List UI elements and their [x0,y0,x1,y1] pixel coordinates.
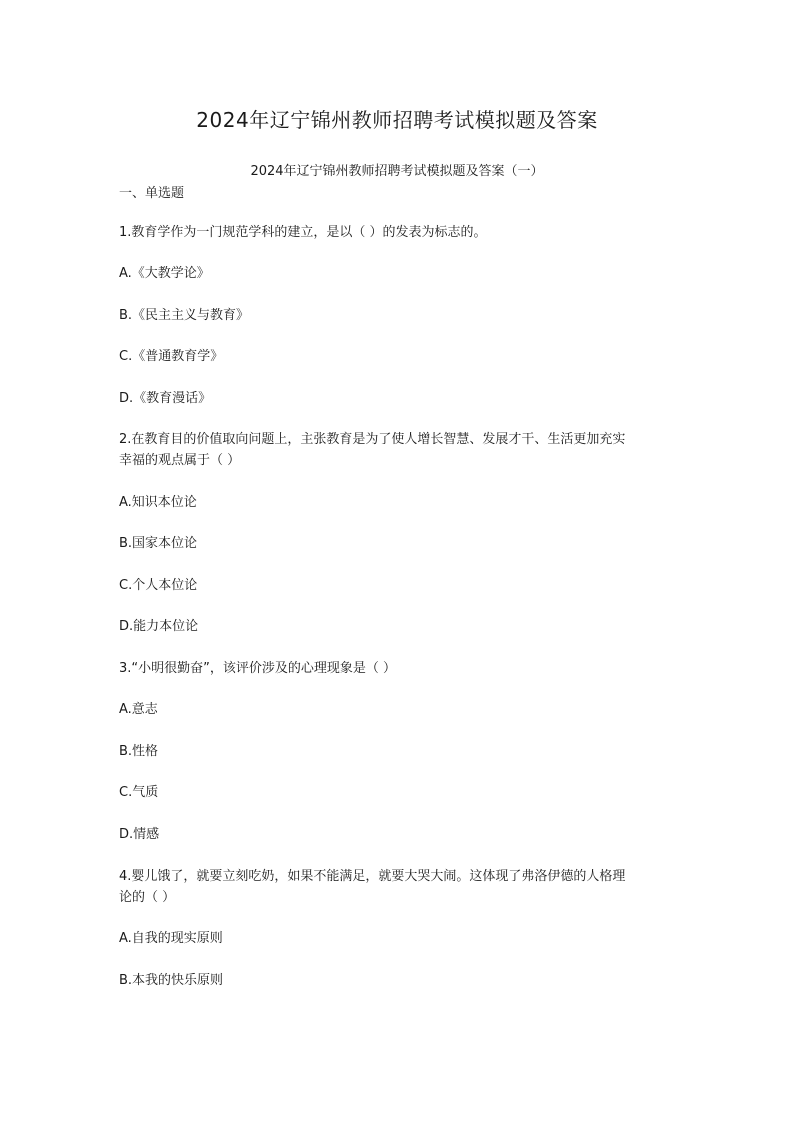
answer-option: C.个人本位论 [119,578,198,593]
document-subtitle: 2024年辽宁锦州教师招聘考试模拟题及答案（一） [250,164,544,179]
answer-option: B.国家本位论 [119,536,198,551]
answer-option: A.知识本位论 [119,495,197,510]
answer-option: A.自我的现实原则 [119,931,223,946]
answer-option: C.《普通教育学》 [119,349,224,364]
answer-option: A.意志 [119,702,158,717]
page-title: 2024年辽宁锦州教师招聘考试模拟题及答案 [196,108,598,132]
answer-option: D.能力本位论 [119,619,199,634]
answer-option: A.《大教学论》 [119,266,210,281]
answer-option: D.情感 [119,827,160,842]
question-stem: 1.教育学作为一门规范学科的建立，是以（ ）的发表为标志的。 [119,225,487,240]
answer-option: B.《民主主义与教育》 [119,308,250,323]
answer-option: B.本我的快乐原则 [119,973,224,988]
question-stem: 2.在教育目的价值取向问题上，主张教育是为了使人增长智慧、发展才干、生活更加充实 [119,432,626,447]
answer-option: B.性格 [119,744,159,759]
question-stem-continued: 幸福的观点属于（ ） [119,453,241,468]
question-stem-continued: 论的（ ） [119,890,176,905]
answer-option: D.《教育漫话》 [119,391,212,406]
section-heading: 一、单选题 [119,186,185,201]
question-stem: 4.婴儿饿了，就要立刻吃奶，如果不能满足，就要大哭大闹。这体现了弗洛伊德的人格理 [119,869,626,884]
question-stem: 3.“小明很勤奋”，该评价涉及的心理现象是（ ） [119,661,397,676]
answer-option: C.气质 [119,785,159,800]
